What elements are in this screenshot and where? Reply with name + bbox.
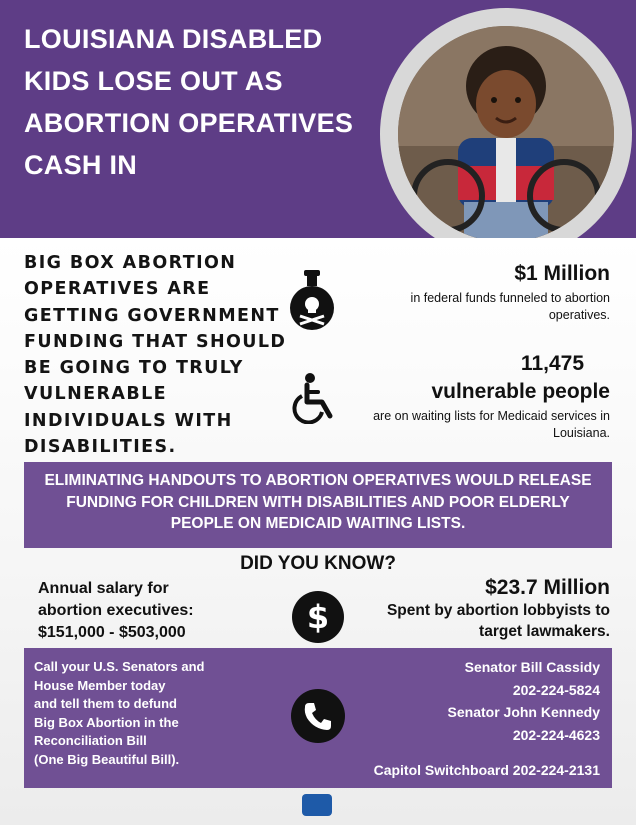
senator-contacts <box>350 656 600 746</box>
cta-line: Big Box Abortion in the <box>34 714 179 730</box>
banner-line: ELIMINATING HANDOUTS TO ABORTION OPERATIVES WOULD RELEASE <box>44 472 592 489</box>
cta-line: House Member today <box>34 677 166 693</box>
lead-line: BIG BOX ABORTION <box>24 253 237 273</box>
poison-bottle-icon <box>288 268 336 330</box>
svg-text:$: $ <box>306 598 330 636</box>
banner-line: FUNDING FOR CHILDREN WITH DISABILITIES AND POOR ELDERLY <box>66 493 570 511</box>
lobbying-description: Spent by abortion lobbyists to target lawmakers. <box>386 602 610 640</box>
did-you-know-heading: DID YOU KNOW? <box>240 553 396 574</box>
lead-line: OPERATIVES ARE <box>24 279 211 300</box>
lobbying-value: $23.7 Million <box>485 576 610 599</box>
lead-line: VULNERABLE <box>24 384 167 405</box>
logo-badge <box>302 794 332 816</box>
title-line: KIDS LOSE OUT AS <box>24 66 283 96</box>
wheelchair-icon <box>292 372 340 424</box>
page-title <box>24 18 384 186</box>
child-photo <box>398 26 614 242</box>
funds-description: in federal funds funneled to abortion operatives. <box>410 291 610 322</box>
people-description: are on waiting lists for Medicaid services in Louisiana. <box>373 409 610 440</box>
banner-line: PEOPLE ON MEDICAID WAITING LISTS. <box>170 515 466 532</box>
cta-line: (One Big Beautiful Bill). <box>34 751 180 767</box>
people-count: 11,475 <box>520 352 584 375</box>
contact-line: Senator Bill Cassidy <box>464 659 600 675</box>
salary-line: $151,000 - $503,000 <box>38 624 186 641</box>
medicaid-banner <box>24 462 612 548</box>
title-line: LOUISIANA DISABLED <box>24 24 323 54</box>
dollar-icon <box>291 590 345 644</box>
lead-line: BE GOING TO TRULY <box>24 358 244 379</box>
contact-line: 202-224-4623 <box>512 726 600 743</box>
title-line: ABORTION OPERATIVES <box>24 108 354 138</box>
capitol-switchboard: Capitol Switchboard 202-224-2131 <box>373 762 600 778</box>
salary-line: abortion executives: <box>38 602 194 619</box>
lead-line: FUNDING THAT SHOULD <box>24 331 287 352</box>
salary-fact <box>38 578 268 644</box>
title-line: CASH IN <box>24 150 138 180</box>
call-to-action-panel <box>24 648 612 788</box>
contact-line: Senator John Kennedy <box>447 704 600 720</box>
lead-line: INDIVIDUALS WITH <box>24 410 233 431</box>
cta-message <box>34 658 254 769</box>
lead-line: GETTING GOVERNMENT <box>24 305 280 326</box>
phone-icon <box>290 688 346 744</box>
salary-line: Annual salary for <box>38 580 169 597</box>
cta-line: Reconciliation Bill <box>34 733 147 748</box>
lead-statement <box>24 250 286 460</box>
afa-action-logo <box>0 794 636 820</box>
contact-line: 202-224-5824 <box>512 681 600 698</box>
funds-value: $1 Million <box>514 262 610 285</box>
lead-line: DISABILITIES. <box>24 437 177 458</box>
cta-line: and tell them to defund <box>34 696 177 711</box>
people-label: vulnerable people <box>431 380 610 403</box>
cta-line: Call your U.S. Senators and <box>34 659 205 674</box>
